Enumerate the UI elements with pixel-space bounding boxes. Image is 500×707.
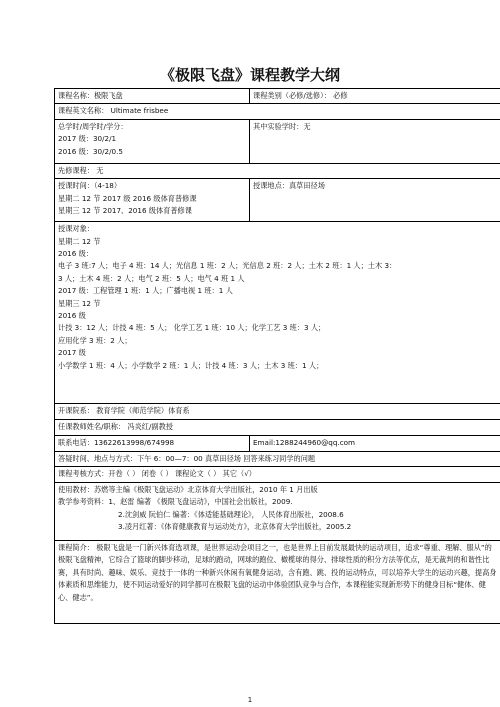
target-line: 星期三 12 节 [58, 298, 101, 308]
target-line: 授课对象： [58, 224, 94, 234]
reference-line: 3.凌月红著：《体育健康教育与运动处方》，北京体育大学出版社，2005.2 [118, 522, 352, 532]
hours-cell [55, 119, 250, 163]
reference-line: 2.沈剑威 阮伯仁 编著：《体适能基础理论》， 人民体育出版社，2008.6 [118, 509, 344, 519]
page-title: 《极限飞盘》课程教学大纲 [159, 66, 340, 84]
hours-label: 总学时/周学时/学分： [58, 121, 128, 131]
lab-hours-cell: 其中实验学时：无 [250, 119, 500, 163]
target-line: 2016 级： [58, 249, 93, 259]
hours-2016: 2016 级：30/2/0.5 [58, 146, 123, 156]
english-name-cell: 课程英文名称： Ultimate frisbee [55, 104, 500, 119]
target-students-cell [55, 222, 500, 404]
teacher-cell: 任课教师姓名/职称： 冯炎红/副教授 [55, 420, 500, 436]
textbook-line: 使用教材：苏燃等主编《极限飞盘运动》北京体育大学出版社，2010 年 1 月出版 [58, 485, 318, 495]
teach-time-wednesday: 星期三 12 节 2017、2016 级体育普修课 [58, 206, 192, 216]
target-line: 计技 3：12 人；计技 4 班：5 人； 化学工艺 1 班：10 人；化学工艺 3 班：3 人； [58, 323, 326, 333]
department-cell: 开课院系： 教育学院（师范学院）体育系 [55, 404, 500, 420]
course-intro-cell: 课程简介： 极限飞盘是一门新兴体育选项课，是世界运动会项目之一，也是世界上目前发展最快的运动项目，追求“尊重、理解、服从”的极限飞盘精神，它综合了篮球的脚步移动，足球的跑动，网球的跑位、橄榄球的得分、排球性质的积分方法等优点，是无裁判的和谐性比赛，具有时尚、趣味、娱乐、竞技于一体的一种新兴休闲有氧健身运动，含有跑、跳、投的运动特点，可以培养大学生的运动兴趣，提高身体素质和思维能力，使不同运动爱好的同学都可在极限飞盘的运动中体验团队竞争与合作，本课程能实现新形势下的健身目标“健体、健心、健志”。 [55, 541, 500, 624]
teach-time-tuesday: 星期二 12 节 2017 级 2016 级体育普修课 [58, 193, 197, 203]
teach-time-label: 授课时间：（4-18） [58, 181, 122, 191]
course-name-cell: 课程名称：极限飞盘 [55, 89, 250, 104]
qa-cell: 答疑时间、地点与方式：下午 6：00—7：00 真草田径场 回答来练习同学的问题 [55, 451, 500, 466]
target-line: 应用化学 3 班：2 人； [58, 335, 132, 345]
reference-line: 教学参考资料：1、赵雷 编著 《极限飞盘运动》，中国社会出版社，2009. [58, 497, 293, 507]
target-line: 3 人；土木 4 班：2 人；电气 2 班：5 人；电气 4 班 1 人 [58, 273, 245, 283]
assessment-cell: 课程考核方式：开卷（ ） 闭卷（ ） 课程论文（ ） 其它（√） [55, 467, 500, 483]
target-line: 2017 级：工程管理 1 班：1 人；广播电视 1 班：1 人 [58, 286, 233, 296]
target-line: 2016 级 [58, 311, 86, 321]
page-number: 1 [247, 696, 253, 704]
location-cell: 授课地点：真草田径场 [250, 179, 500, 222]
hours-2017: 2017 级：30/2/1 [58, 134, 117, 144]
phone-cell: 联系电话：13622613998/674998 [55, 436, 250, 451]
target-line: 2017 级 [58, 348, 86, 358]
target-line: 电子 3 班:7 人；电子 4 班：14 人；光信息 1 班：2 人；光信息 2 班：2 人；土木 2 班：1 人；土木 3： [58, 261, 397, 271]
syllabus-table [54, 88, 500, 624]
email-cell: Email:1288244960@qq.com [250, 436, 500, 451]
prereq-cell: 先修课程： 无 [55, 163, 500, 178]
target-line: 星期二 12 节 [58, 236, 101, 246]
textbook-cell [55, 483, 500, 541]
teach-time-cell [55, 179, 250, 222]
course-type-cell: 课程类别（必修/选修）： 必修 [250, 89, 500, 104]
target-line: 小学数学 1 班：4 人；小学数学 2 班：1 人；计技 4 班：3 人；土木 3 班：1 人； [58, 360, 324, 370]
